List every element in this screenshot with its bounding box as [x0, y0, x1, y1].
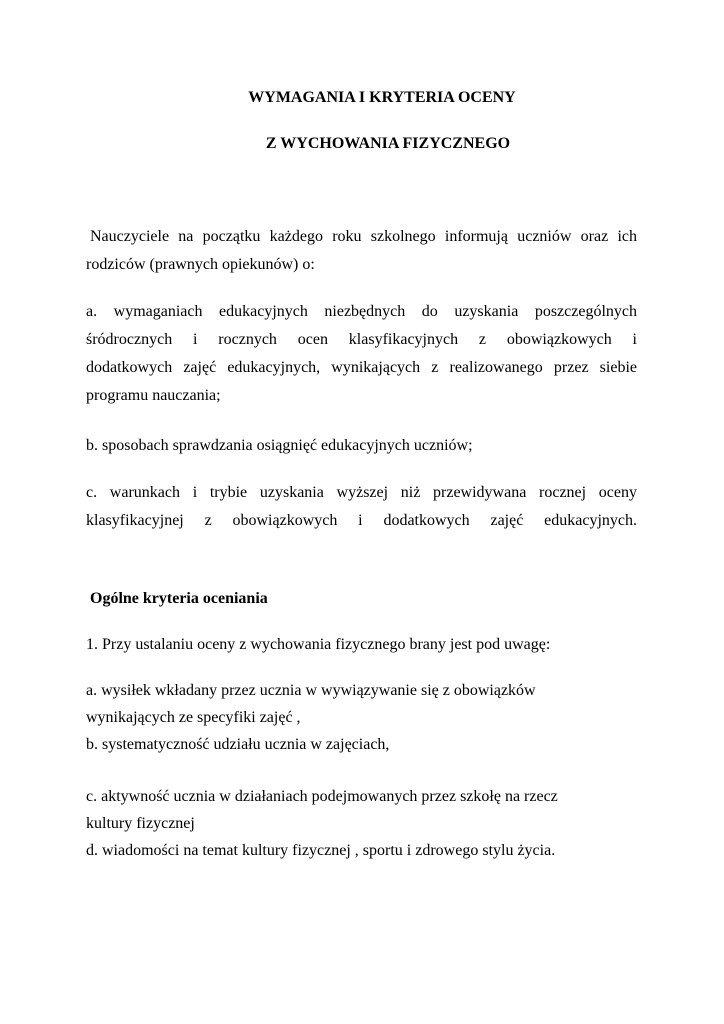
item-a-line-4: programu nauczania;	[86, 387, 221, 404]
item-c-line-2: klasyfikacyjnej z obowiązkowych i dodatkowych zajęć edukacyjnych.	[86, 512, 637, 529]
criteria-a-line-2: wynikających ze specyfiki zajęć ,	[86, 709, 301, 726]
item-a-line-1: a. wymaganiach edukacyjnych niezbędnych do uzyskania poszczególnych	[86, 303, 637, 320]
criteria-d-line: d. wiadomości na temat kultury fizycznej , sportu i zdrowego stylu życia.	[86, 842, 556, 859]
criteria-c-line-1: c. aktywność ucznia w działaniach podejmowanych przez szkołę na rzecz	[86, 788, 558, 805]
criteria-c-d-block	[86, 783, 646, 864]
document-title-line-2: Z WYCHOWANIA FIZYCZNEGO	[265, 135, 511, 152]
item-c-paragraph	[86, 479, 637, 535]
criteria-a-line-1: a. wysiłek wkładany przez ucznia w wywiązywanie się z obowiązków	[86, 682, 536, 699]
criteria-b-line: b. systematyczność udziału ucznia w zajęciach,	[86, 736, 390, 753]
intro-line-2: rodziców (prawnych opiekunów) o:	[86, 256, 315, 273]
intro-line-1: Nauczyciele na początku każdego roku szkolnego informują uczniów oraz ich	[90, 228, 637, 245]
section-heading: Ogólne kryteria oceniania	[90, 590, 268, 607]
criteria-c-line-2: kultury fizycznej	[86, 815, 195, 832]
item-b-line: b. sposobach sprawdzania osiągnięć edukacyjnych uczniów;	[86, 437, 473, 454]
item-a-line-2: śródrocznych i rocznych ocen klasyfikacyjnych z obowiązkowych i	[86, 331, 637, 348]
item-c-line-1: c. warunkach i trybie uzyskania wyższej niż przewidywana rocznej oceny	[86, 484, 637, 501]
criteria-a-b-block	[86, 677, 646, 758]
item-a-paragraph	[86, 298, 637, 410]
intro-paragraph	[86, 223, 637, 279]
document-title-line-1: WYMAGANIA I KRYTERIA OCENY	[248, 89, 516, 106]
item-b-paragraph	[86, 432, 637, 460]
item-a-line-3: dodatkowych zajęć edukacyjnych, wynikających z realizowanego przez siebie	[86, 359, 637, 376]
criteria-intro: 1. Przy ustalaniu oceny z wychowania fizycznego brany jest pod uwagę:	[86, 636, 551, 653]
